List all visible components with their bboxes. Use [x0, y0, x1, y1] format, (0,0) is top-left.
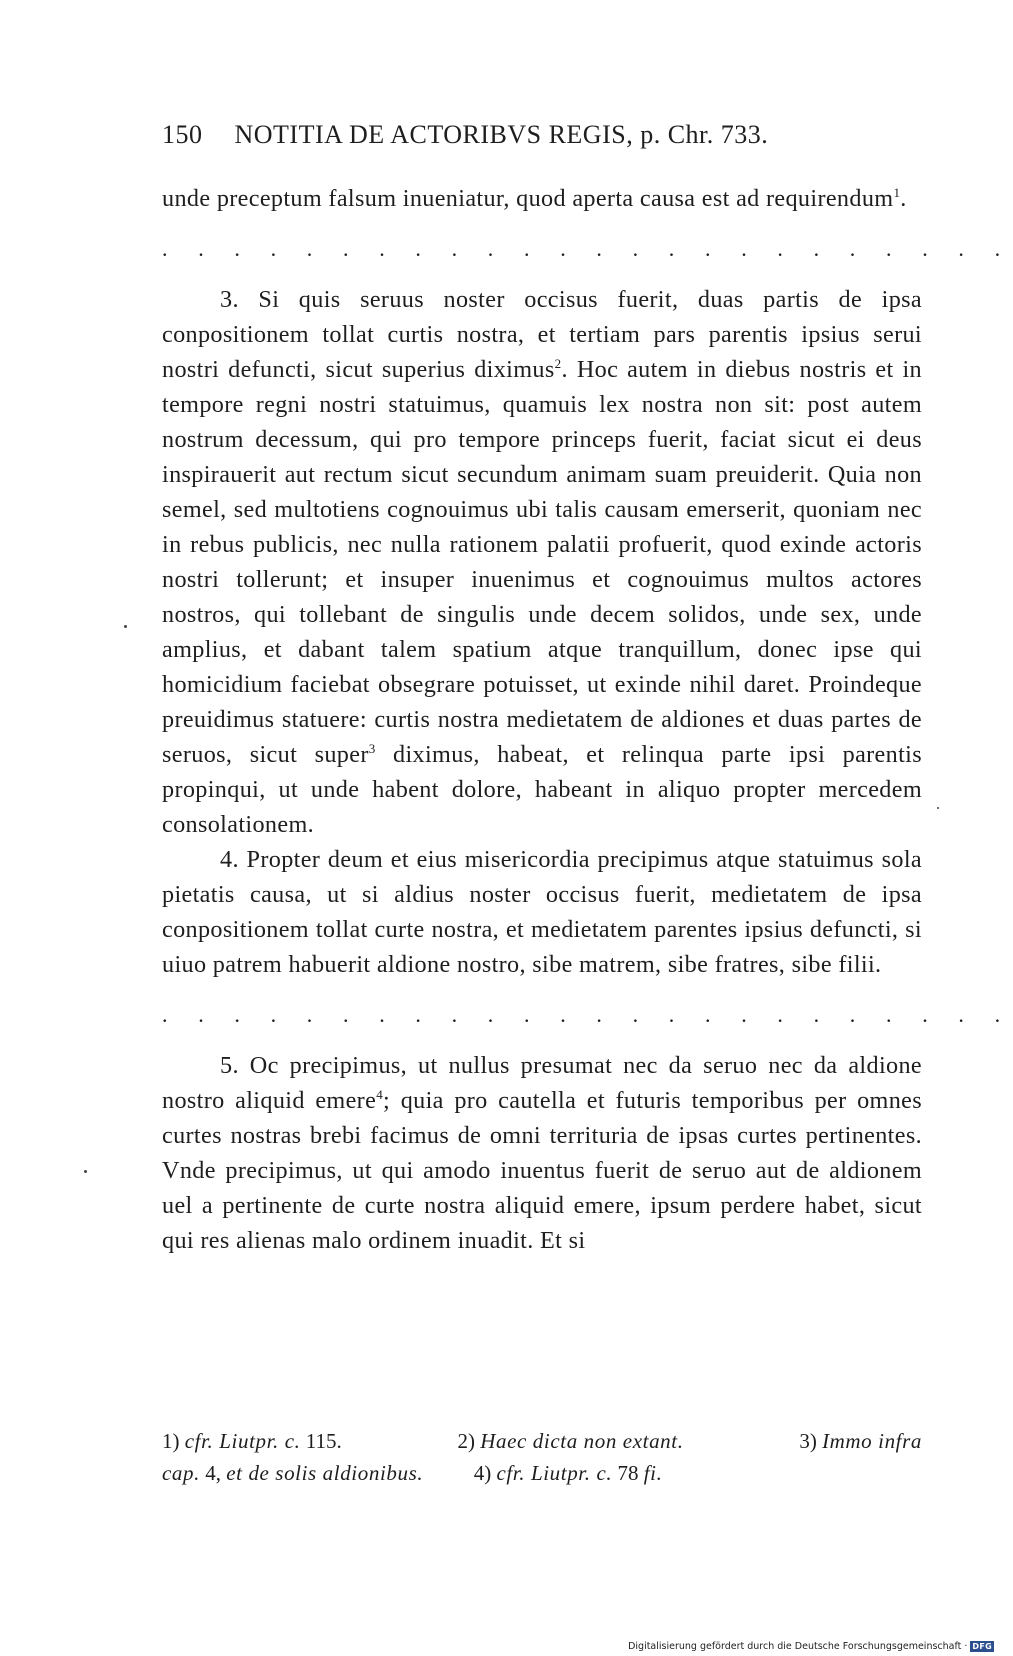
footnotes	[162, 1425, 922, 1489]
footnote-3-text-2: et de solis aldionibus.	[226, 1461, 424, 1485]
footnote-1-number: 115.	[305, 1429, 342, 1453]
paragraph-4: 4. Propter deum et eius misericordia precipimus atque statuimus sola pietatis causa, ut si aldius noster occisus fuerit, medietatem de ipsa conpositionem tollat curte nostra, et medietatem parentes ipsius defuncti, si uiuo patrem habuerit aldione nostro, sibe matrem, sibe fratres, sibe filii.	[162, 846, 922, 978]
paragraph-3-text-a: 3. Si quis seruus noster occisus fuerit, duas partis de ipsa conpositionem tollat curtis nostra, et tertiam pars parentis ipsius serui nostri defuncti, sicut superius diximus	[162, 286, 922, 383]
footnote-1-text: cfr. Liutpr. c.	[184, 1429, 301, 1453]
footnote-4-number: 78	[617, 1461, 639, 1485]
paragraph-5-text-a: 5. Oc precipimus, ut nullus presumat nec da seruo nec da aldione nostro aliquid emere	[162, 1052, 922, 1114]
footnotes-line-1	[162, 1425, 922, 1457]
footnote-1	[162, 1425, 342, 1457]
digitization-credit	[628, 1641, 994, 1652]
dfg-logo: DFG	[972, 1642, 992, 1651]
paragraph-1-text: unde preceptum falsum inueniatur, quod aperta causa est ad requirendum	[162, 185, 894, 212]
credit-text: Digitalisierung gefördert durch die Deutsche Forschungsgemeinschaft ·	[628, 1641, 968, 1652]
footnote-2-mark: 2)	[457, 1429, 475, 1453]
running-title: NOTITIA DE ACTORIBVS REGIS, p. Chr. 733.	[234, 120, 769, 149]
paragraph-1-end: .	[900, 185, 907, 212]
scan-speck	[937, 807, 939, 809]
paragraph-3	[162, 282, 922, 842]
running-head	[162, 120, 852, 150]
footnote-4-mark: 4)	[473, 1461, 492, 1485]
paragraph-5-text-b: ; quia pro cautella et futuris temporibus per omnes curtes nostras brebi facimus de omni territuria de ipsas curtes pertinentes. Vnde precipimus, ut qui amodo inuentus fuerit de seruo aut de aldionem uel a pertinente de curte nostra aliquid emere, ipsum perdere habet, sicut qui res alienas malo ordinem inuadit. Et si	[162, 1087, 922, 1254]
footnote-3-mark: 3)	[799, 1429, 817, 1453]
paragraph-3-text-c: diximus, habeat, et relinqua parte ipsi parentis propinqui, ut unde habent dolore, habeant in aliquo propter mercedem consolationem.	[162, 741, 922, 838]
scan-speck	[84, 1170, 87, 1173]
footnote-ref-1: 1	[893, 184, 901, 200]
footnote-4-text: cfr. Liutpr. c.	[496, 1461, 613, 1485]
ellipsis-line-1: . . . . . . . . . . . . . . . . . . . . . . . .	[162, 236, 1013, 261]
footnote-2	[458, 1425, 684, 1457]
page-number: 150	[162, 120, 203, 149]
footnote-3	[799, 1425, 922, 1457]
footnote-1-mark: 1)	[162, 1429, 180, 1453]
footnote-3-number: 4,	[205, 1461, 221, 1485]
paragraph-1	[162, 181, 922, 216]
ellipsis-line-2: . . . . . . . . . . . . . . . . . . . . . . . .	[162, 1002, 1013, 1027]
footnote-4	[474, 1461, 663, 1485]
paragraph-5	[162, 1048, 922, 1258]
footnote-3-continuation: cap.	[162, 1461, 200, 1485]
footnote-4-end: fi.	[643, 1461, 663, 1485]
footnote-ref-2: 2	[554, 355, 562, 371]
footnote-2-text: Haec dicta non extant.	[480, 1429, 684, 1453]
footnotes-line-2	[162, 1457, 922, 1489]
footnote-ref-3: 3	[368, 740, 376, 756]
footnote-3-text: Immo infra	[822, 1429, 922, 1453]
footnote-ref-4: 4	[376, 1086, 384, 1102]
paragraph-3-text-b: . Hoc autem in diebus nostris et in tempore regni nostri statuimus, quamuis lex nostra non sit: post autem nostrum decessum, qui pro tempore princeps fuerit, faciat sicut ei deus inspirauerit aut rectum sicut secundum animam suam preuiderit. Quia non semel, sed multotiens cognouimus ubi talis causam emerserit, quoniam nec in rebus publicis, nec nulla rationem palatii profuerit, quod exinde actoris nostri tollerunt; et insuper inuenimus et cognouimus multos actores nostros, qui tollebant de singulis unde decem solidos, unde sex, unde amplius, et dabant talem spatium atque tranquillum, donec ipse qui homicidium faciebat obsegrare potuisset, ut exinde nihil daret. Proindeque preuidimus statuere: curtis nostra medietatem de aldiones et duas partes de seruos, sicut super	[162, 356, 922, 768]
scan-speck	[124, 625, 127, 628]
main-text	[162, 181, 1013, 1258]
